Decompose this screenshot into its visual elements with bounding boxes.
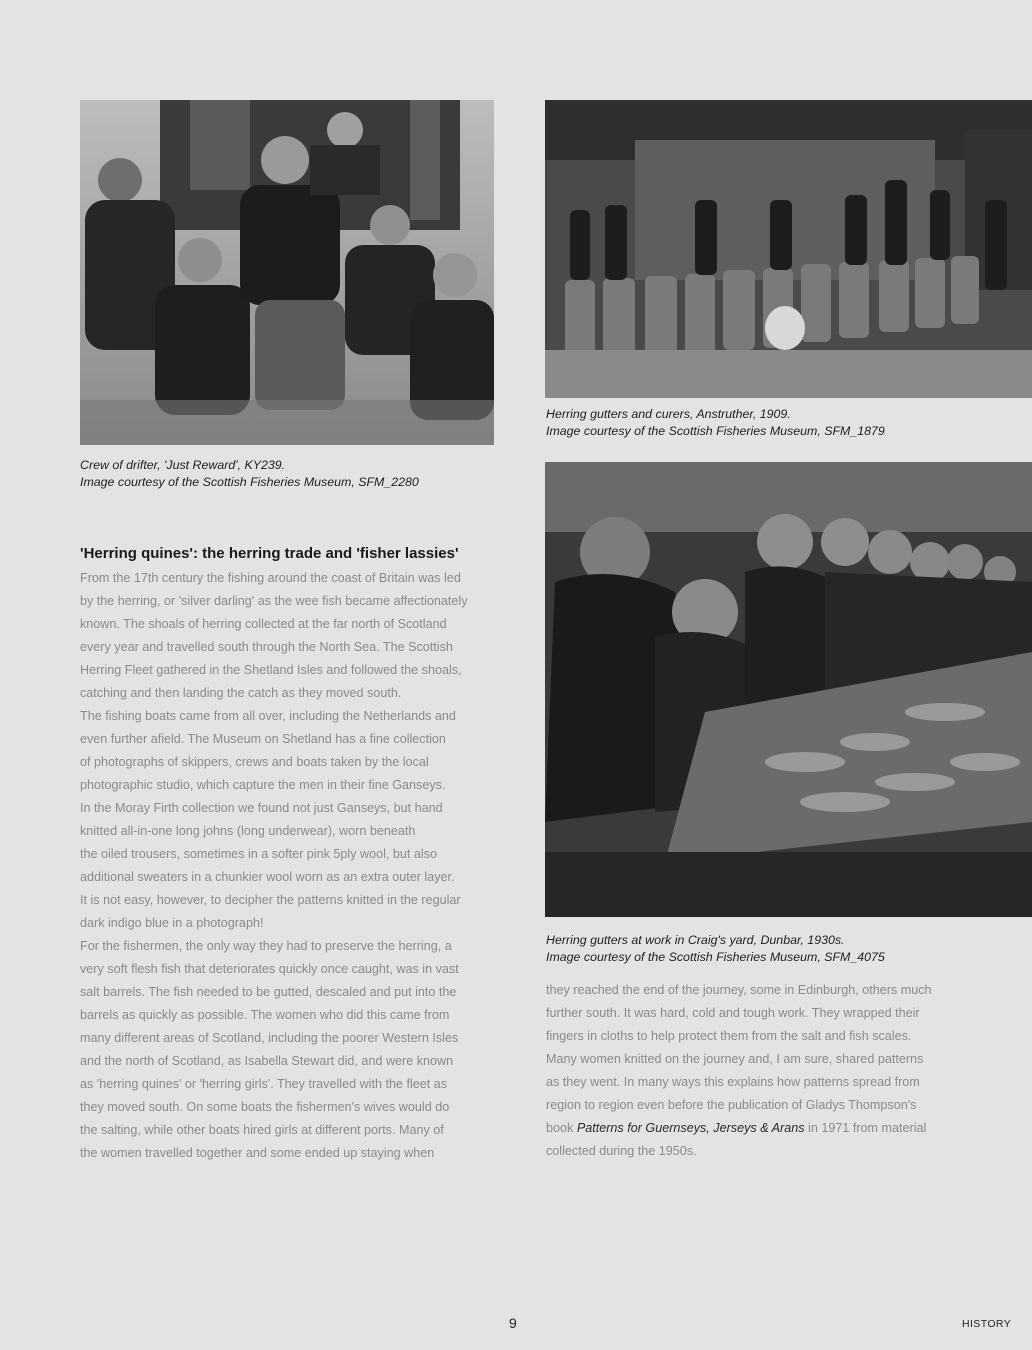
paragraph-3 — [80, 935, 510, 1165]
body-line: dark indigo blue in a photograph! — [80, 916, 264, 930]
body-line: fingers in cloths to help protect them from the salt and fish scales. — [546, 1029, 912, 1043]
body-line: the women travelled together and some ended up staying when — [80, 1146, 435, 1160]
gutters-caption-title: Herring gutters at work in Craig's yard, Dunbar, 1930s. — [546, 933, 845, 947]
paragraph-1 — [80, 567, 510, 705]
body-text: book — [546, 1121, 577, 1135]
article-body-left — [80, 567, 510, 1165]
crew-photo — [80, 100, 494, 445]
body-line: even further afield. The Museum on Shetland has a fine collection — [80, 732, 446, 746]
paragraph-2 — [80, 705, 510, 935]
body-line: photographic studio, which capture the men in their fine Ganseys. — [80, 778, 446, 792]
crew-caption-title: Crew of drifter, 'Just Reward', KY239. — [80, 458, 286, 472]
curers-photo — [545, 100, 1032, 398]
body-line: as they went. In many ways this explains how patterns spread from — [546, 1075, 920, 1089]
body-line: From the 17th century the fishing around the coast of Britain was led — [80, 571, 461, 585]
body-line: barrels as quickly as possible. The women who did this came from — [80, 1008, 450, 1022]
body-line: For the fishermen, the only way they had to preserve the herring, a — [80, 939, 452, 953]
curers-photo-image — [545, 100, 1032, 398]
crew-caption-credit: Image courtesy of the Scottish Fisheries Museum, SFM_2280 — [80, 475, 419, 489]
body-line: region to region even before the publication of Gladys Thompson's — [546, 1098, 917, 1112]
body-line: catching and then landing the catch as they moved south. — [80, 686, 402, 700]
book-title: Patterns for Guernseys, Jerseys & Arans — [576, 1121, 805, 1135]
crew-photo-image — [80, 100, 494, 445]
body-line: salt barrels. The fish needed to be gutted, descaled and put into the — [80, 985, 457, 999]
body-line: Herring Fleet gathered in the Shetland Isles and followed the shoals, — [80, 663, 462, 677]
body-line: and the north of Scotland, as Isabella Stewart did, and were known — [80, 1054, 454, 1068]
body-line: further south. It was hard, cold and tough work. They wrapped their — [546, 1006, 920, 1020]
body-line: Many women knitted on the journey and, I am sure, shared patterns — [546, 1052, 924, 1066]
section-label: HISTORY — [962, 1318, 1012, 1330]
body-line: The fishing boats came from all over, including the Netherlands and — [80, 709, 456, 723]
body-line: they moved south. On some boats the fishermen's wives would do — [80, 1100, 450, 1114]
gutters-photo — [545, 462, 1032, 917]
body-line: knitted all-in-one long johns (long underwear), worn beneath — [80, 824, 416, 838]
gutters-photo-image — [545, 462, 1032, 917]
body-line: collected during the 1950s. — [546, 1144, 697, 1158]
page-number: 9 — [509, 1315, 517, 1331]
body-line: as 'herring quines' or 'herring girls'. They travelled with the fleet as — [80, 1077, 448, 1091]
article-heading: 'Herring quines': the herring trade and 'fisher lassies' — [80, 545, 459, 562]
body-line: many different areas of Scotland, including the poorer Western Isles — [80, 1031, 459, 1045]
body-line: the salting, while other boats hired girls at different ports. Many of — [80, 1123, 444, 1137]
gutters-caption — [546, 932, 885, 966]
body-line: by the herring, or 'silver darling' as the wee fish became affectionately — [80, 594, 468, 608]
body-line: the oiled trousers, sometimes in a softer pink 5ply wool, but also — [80, 847, 437, 861]
body-line: every year and travelled south through the North Sea. The Scottish — [80, 640, 453, 654]
body-line: very soft flesh fish that deteriorates quickly once caught, was in vast — [80, 962, 459, 976]
body-line: known. The shoals of herring collected at the far north of Scotland — [80, 617, 447, 631]
curers-caption — [546, 406, 885, 440]
body-text: in 1971 from material — [804, 1121, 927, 1135]
crew-caption — [80, 457, 419, 491]
article-body-right — [546, 979, 986, 1163]
curers-caption-title: Herring gutters and curers, Anstruther, 1909. — [546, 407, 791, 421]
body-line: they reached the end of the journey, some in Edinburgh, others much — [546, 983, 932, 997]
body-line: In the Moray Firth collection we found not just Ganseys, but hand — [80, 801, 443, 815]
body-line — [546, 1117, 986, 1140]
body-line: additional sweaters in a chunkier wool worn as an extra outer layer. — [80, 870, 455, 884]
body-line: It is not easy, however, to decipher the patterns knitted in the regular — [80, 893, 461, 907]
paragraph-4 — [546, 979, 986, 1163]
curers-caption-credit: Image courtesy of the Scottish Fisheries Museum, SFM_1879 — [546, 424, 885, 438]
gutters-caption-credit: Image courtesy of the Scottish Fisheries Museum, SFM_4075 — [546, 950, 885, 964]
body-line: of photographs of skippers, crews and boats taken by the local — [80, 755, 429, 769]
